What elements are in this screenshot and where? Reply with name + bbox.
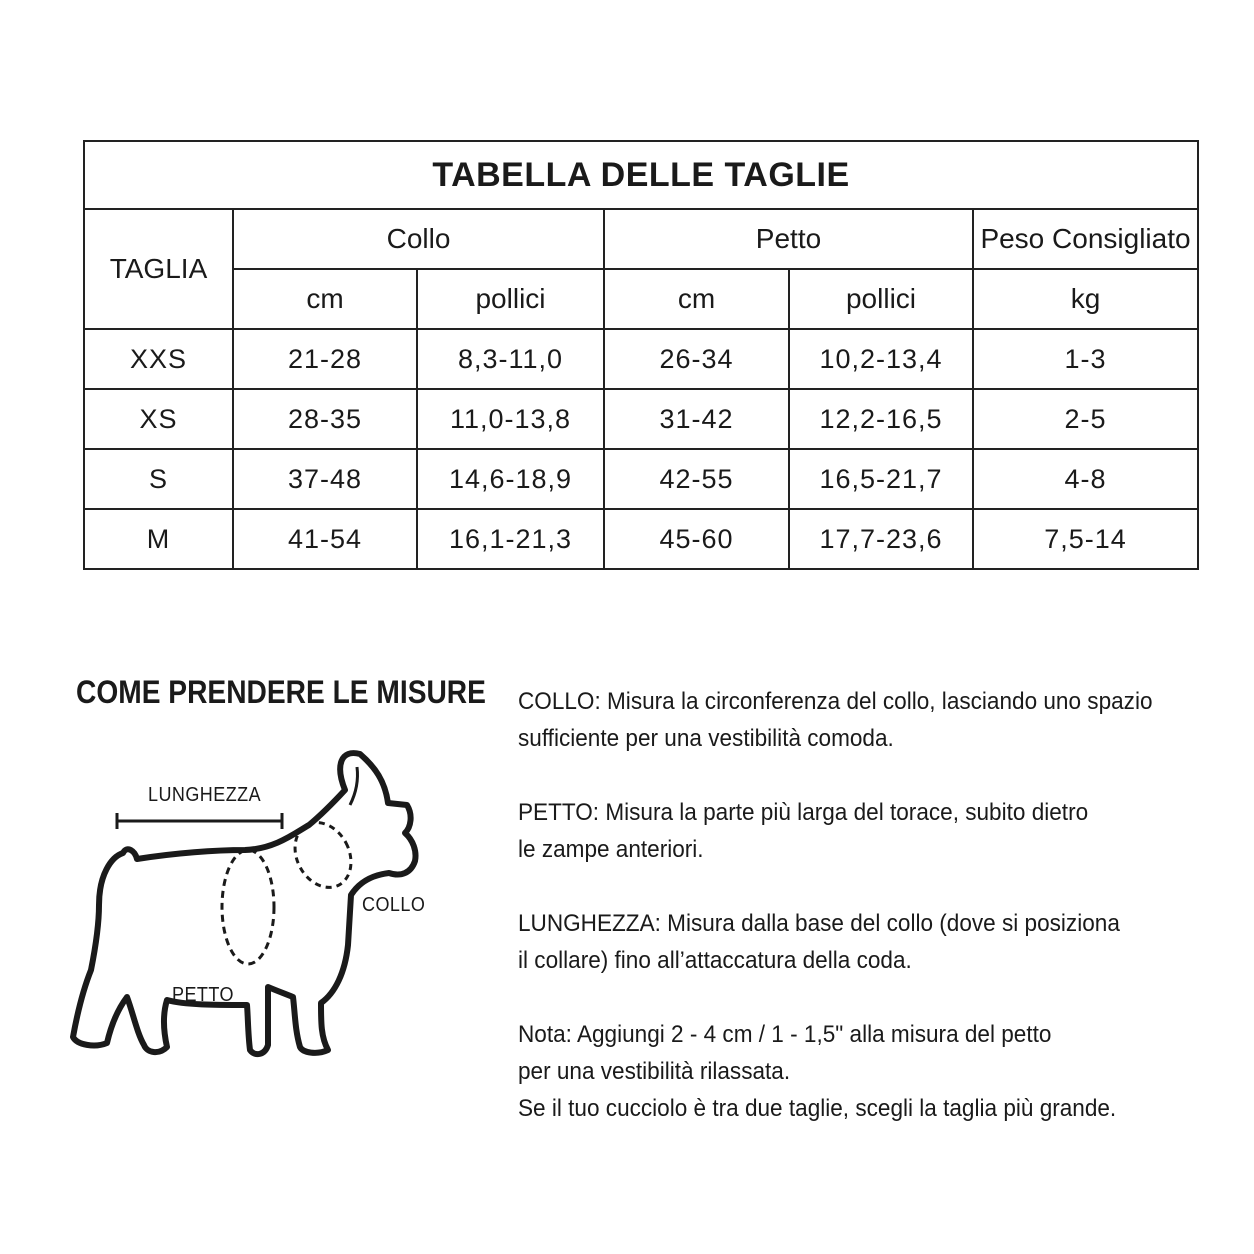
table-row [84,449,1198,509]
weight-unit: kg [973,269,1198,329]
instruction-line: le zampe anteriori. [518,836,704,863]
chest-instruction [518,794,1208,868]
table-row [84,509,1198,569]
instruction-line: Nota: Aggiungi 2 - 4 cm / 1 - 1,5" alla misura del petto [518,1021,1052,1048]
size-chart-table [83,140,1199,570]
length-measure-line [117,813,282,829]
instruction-line: PETTO: Misura la parte più larga del torace, subito dietro [518,799,1089,826]
length-label: LUNGHEZZA [148,784,262,806]
weight-cell: 7,5-14 [973,509,1198,569]
chest-inches-cell: 12,2-16,5 [789,389,973,449]
weight-column-header: Peso Consigliato [973,209,1198,269]
size-cell: XS [84,389,233,449]
instruction-line: il collare) fino all’attaccatura della coda. [518,947,912,974]
table-row [84,329,1198,389]
chest-cm-cell: 45-60 [604,509,789,569]
neck-inches-cell: 16,1-21,3 [417,509,604,569]
neck-cm-cell: 41-54 [233,509,417,569]
chest-label: PETTO [172,984,234,1006]
instruction-line: LUNGHEZZA: Misura dalla base del collo (dove si posiziona [518,910,1120,937]
size-cell: M [84,509,233,569]
measure-section-title: COME PRENDERE LE MISURE [76,674,486,710]
weight-cell: 1-3 [973,329,1198,389]
ear-detail [350,767,358,805]
table-title: TABELLA DELLE TAGLIE [84,141,1198,209]
weight-cell: 4-8 [973,449,1198,509]
neck-instruction [518,683,1208,757]
neck-column-header: Collo [233,209,604,269]
chest-inches-unit: pollici [789,269,973,329]
size-column-header: TAGLIA [84,209,233,329]
instruction-line: Se il tuo cucciolo è tra due taglie, scegli la taglia più grande. [518,1095,1117,1122]
weight-cell: 2-5 [973,389,1198,449]
neck-inches-cell: 11,0-13,8 [417,389,604,449]
neck-cm-cell: 37-48 [233,449,417,509]
chest-cm-cell: 31-42 [604,389,789,449]
instruction-line: COLLO: Misura la circonferenza del collo, lasciando uno spazio [518,688,1153,715]
chest-cm-cell: 42-55 [604,449,789,509]
instruction-line: sufficiente per una vestibilità comoda. [518,725,894,752]
length-instruction [518,905,1208,979]
chest-measure-ellipse [222,850,274,964]
size-cell: S [84,449,233,509]
size-cell: XXS [84,329,233,389]
note-instruction [518,1016,1208,1127]
table-row [84,389,1198,449]
chest-inches-cell: 16,5-21,7 [789,449,973,509]
neck-inches-unit: pollici [417,269,604,329]
neck-inches-cell: 14,6-18,9 [417,449,604,509]
chest-column-header: Petto [604,209,973,269]
instruction-line: per una vestibilità rilassata. [518,1058,791,1085]
neck-label: COLLO [362,894,426,916]
chest-cm-unit: cm [604,269,789,329]
neck-cm-unit: cm [233,269,417,329]
neck-inches-cell: 8,3-11,0 [417,329,604,389]
chest-cm-cell: 26-34 [604,329,789,389]
neck-cm-cell: 21-28 [233,329,417,389]
chest-inches-cell: 10,2-13,4 [789,329,973,389]
chest-inches-cell: 17,7-23,6 [789,509,973,569]
neck-cm-cell: 28-35 [233,389,417,449]
neck-measure-ellipse [284,813,362,897]
measure-instructions [518,683,1208,1164]
